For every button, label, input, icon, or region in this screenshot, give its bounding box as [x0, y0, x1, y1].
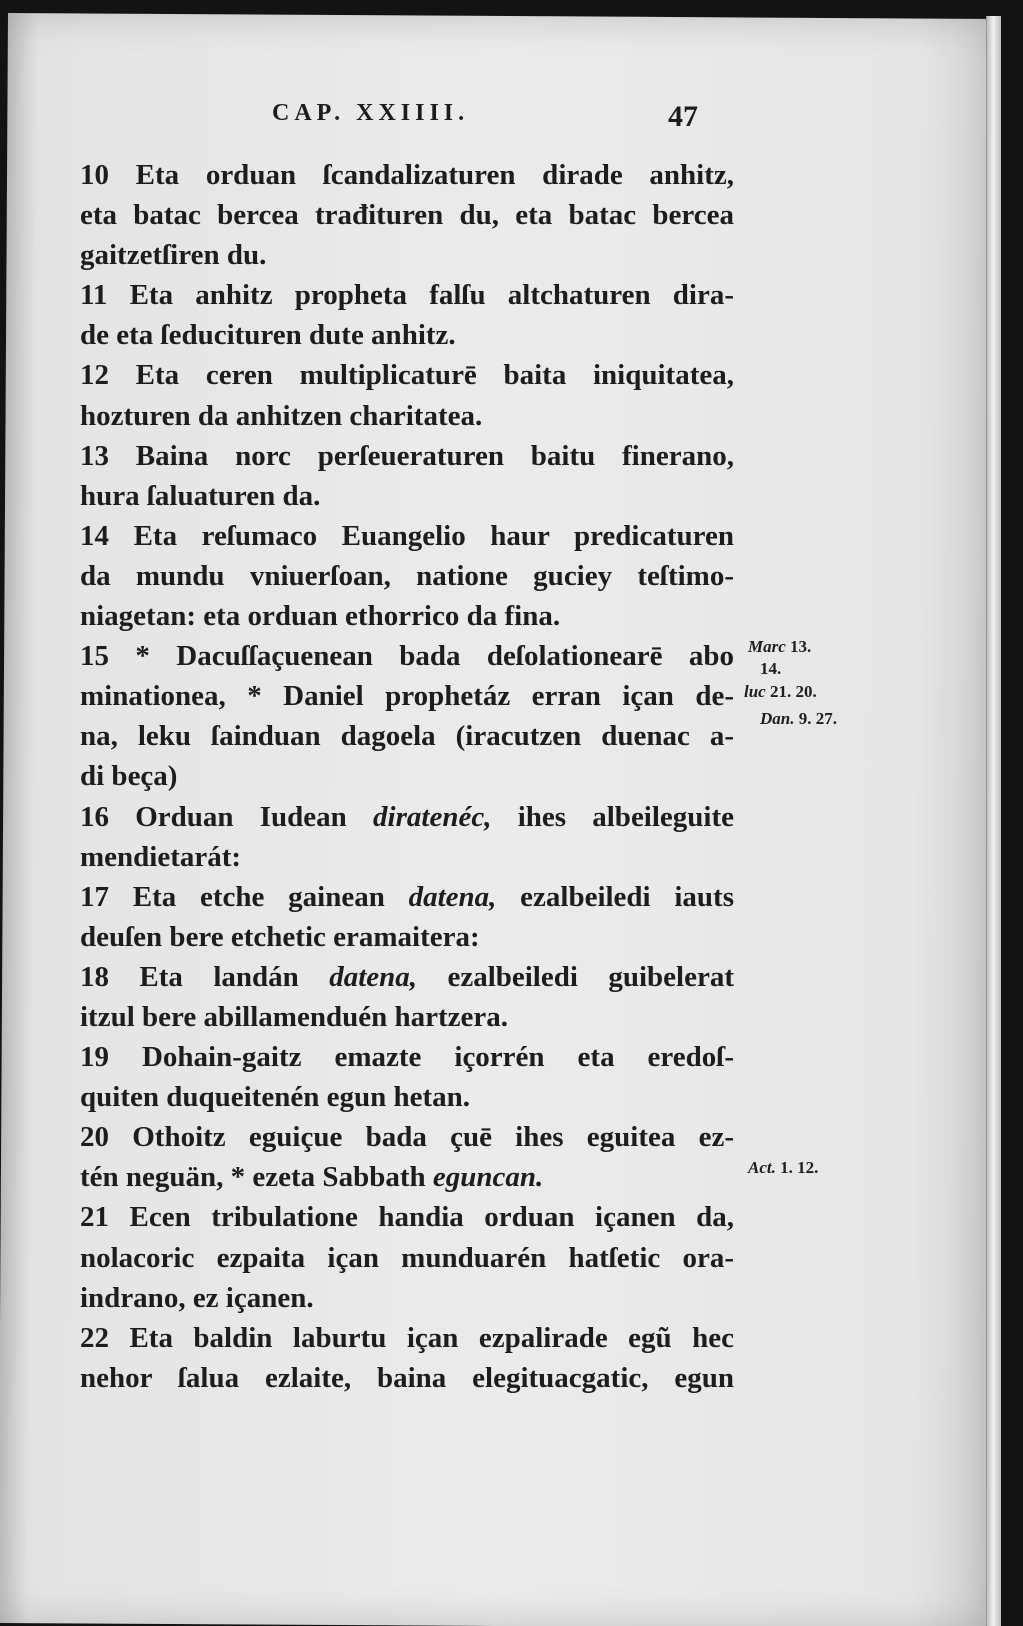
text-line: 11 Eta anhitz propheta falſu altchaturen dira- [80, 279, 734, 312]
text-line: da mundu vniuerſoan, natione guciey teſtimo- [80, 559, 734, 592]
text-line: quiten duqueitenén egun hetan. [80, 1081, 470, 1114]
text-segment: tén neguän, * ezeta Sabbath [80, 1161, 426, 1194]
text-line [80, 797, 734, 837]
text-segment: 18 Eta landán [80, 960, 299, 993]
margin-note-book: Dan. [760, 709, 795, 728]
margin-note-book: Marc [748, 637, 786, 656]
running-head: CAP. XXIIII. [272, 100, 470, 126]
text-line: 14 Eta reſumaco Euangelio haur predicaturen [80, 519, 734, 552]
page-edge [986, 16, 1001, 1626]
italic-word: diratenéc, [373, 800, 492, 833]
margin-note-dan [760, 709, 837, 729]
text-line: deuſen bere etchetic eramaitera: [80, 920, 480, 953]
margin-note-act [748, 1158, 818, 1178]
text-segment: 17 Eta etche gainean [80, 880, 385, 913]
margin-note-ref: 13. [790, 637, 812, 656]
italic-word: datena, [329, 960, 418, 993]
text-line: nehor ſalua ezlaite, baina elegituacgatic, egun [80, 1361, 734, 1394]
margin-note-ref: 1. 12. [780, 1158, 819, 1177]
text-line: 22 Eta baldin laburtu içan ezpalirade egũ hec [80, 1321, 734, 1354]
text-line: de eta ſeducituren dute anhitz. [80, 319, 456, 352]
text-line: na, leku ſainduan dagoela (iracutzen duenac a- [80, 720, 734, 753]
text-line: 12 Eta ceren multiplicaturē baita iniquitatea, [80, 359, 734, 392]
margin-note-marc-cont: 14. [760, 659, 782, 678]
verse-text [80, 155, 734, 1398]
text-line: indrano, ez içanen. [80, 1281, 314, 1314]
margin-note-ref: 9. 27. [798, 709, 837, 728]
text-line: 10 Eta orduan ſcandalizaturen dirade anhitz, [80, 159, 734, 191]
text-line: gaitzetſiren du. [80, 239, 267, 272]
margin-note-book: Act. [748, 1158, 776, 1177]
margin-note-ref: 21. 20. [769, 682, 817, 701]
text-line: di beça) [80, 760, 178, 793]
text-segment: 16 Orduan Iudean [80, 800, 347, 833]
text-line [80, 1157, 734, 1197]
text-line [80, 957, 734, 997]
margin-note-luc [744, 682, 817, 702]
text-segment: ihes albeileguite [517, 800, 735, 833]
italic-word: datena, [408, 880, 497, 913]
text-line: 20 Othoitz eguiçue bada çuē ihes eguitea ez- [80, 1121, 734, 1154]
text-line: 15 * Dacuſſaçuenean bada deſolationearē abo [80, 640, 734, 673]
text-line: 13 Baina norc perſeueraturen baitu finerano, [80, 439, 734, 472]
margin-note-book: luc [744, 682, 766, 701]
text-line: niagetan: eta orduan ethorrico da fina. [80, 600, 561, 633]
text-line: hozturen da anhitzen charitatea. [80, 399, 483, 432]
text-segment: ezalbeiledi iauts [520, 880, 734, 913]
text-segment: ezalbeiledi guibelerat [447, 960, 734, 993]
text-line: mendietarát: [80, 840, 242, 873]
text-line: minationea, * Daniel prophetáz erran içan de- [80, 680, 734, 713]
margin-note-marc [748, 637, 811, 657]
page-number: 47 [668, 100, 698, 133]
text-line: 19 Dohain-gaitz emazte içorrén eta eredoſ- [80, 1041, 734, 1074]
text-line: nolacoric ezpaita içan munduarén hatſetic ora- [80, 1241, 734, 1274]
italic-word: eguncan. [432, 1161, 544, 1194]
text-line: hura ſaluaturen da. [80, 479, 321, 512]
text-line: itzul bere abillamenduén hartzera. [80, 1000, 508, 1033]
text-line: eta batac bercea trađituren du, eta batac bercea [80, 199, 734, 232]
text-line [80, 877, 734, 917]
text-line: 21 Ecen tribulatione handia orduan içanen da, [80, 1201, 734, 1234]
